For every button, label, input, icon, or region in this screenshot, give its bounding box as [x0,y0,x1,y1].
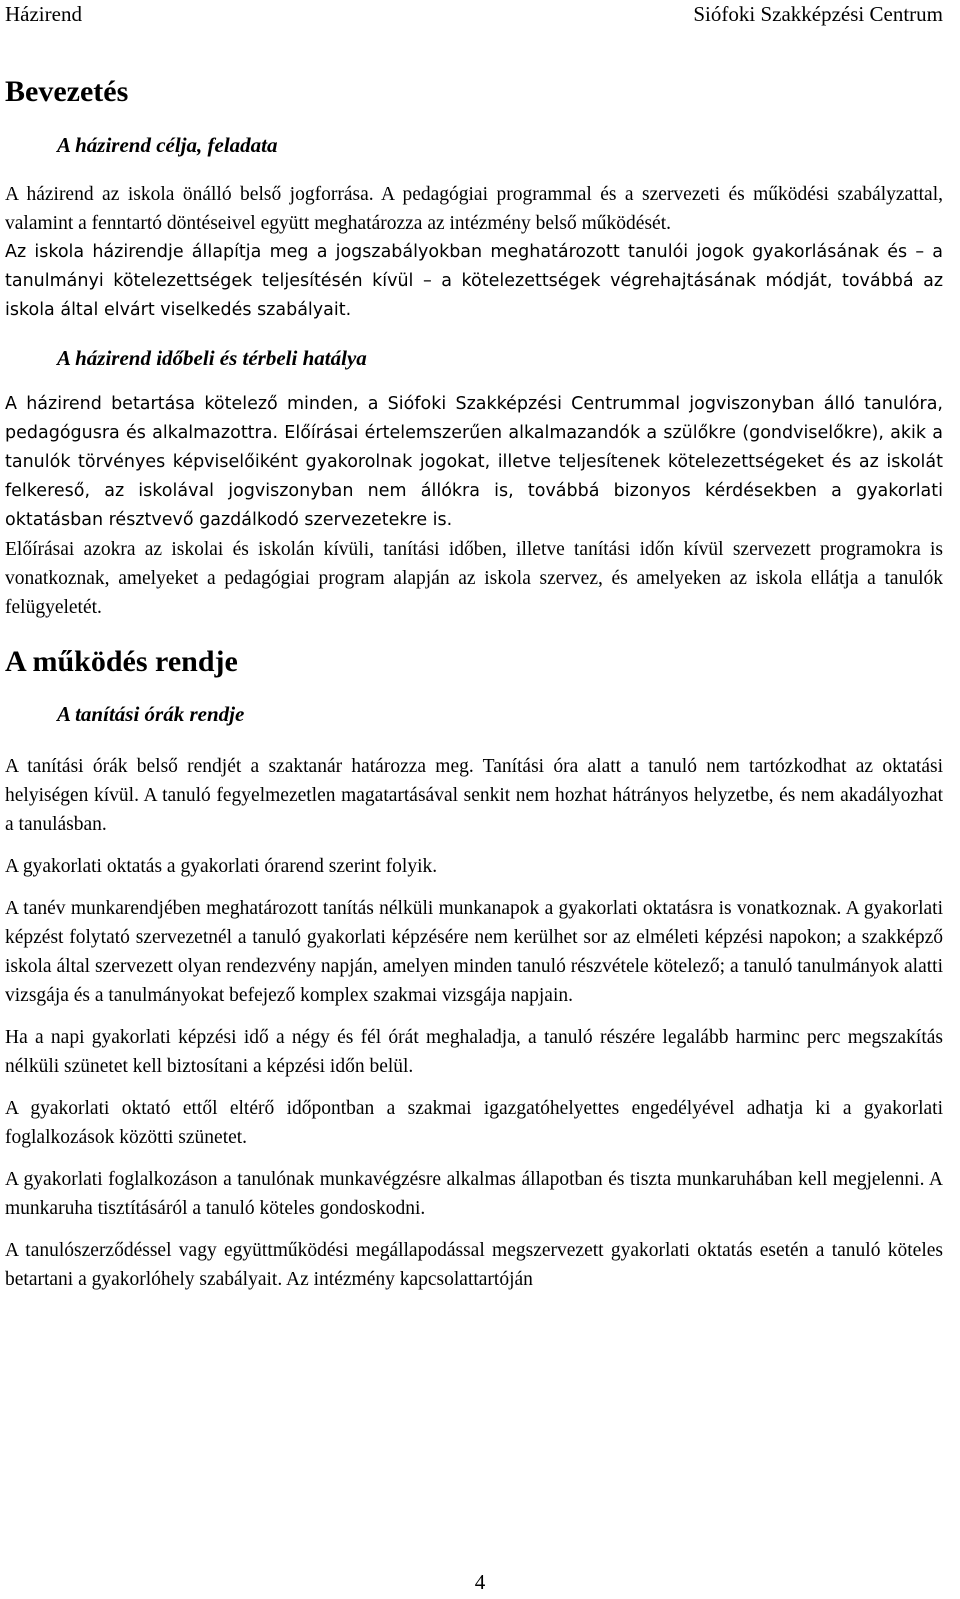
paragraph-hatalya-1: A házirend betartása kötelező minden, a Siófoki Szakképzési Centrummal jogviszonyban álló tanulóra, pedagógusra és alkalmazottra. Előírásai értelemszerűen alkalmazandók a szülőkre (gondviselőkre), akik a tanulók törvényes képviselőiként gyakorolnak jogokat, illetve teljesítenek kötelezettségeket és az iskolát felkereső, az iskolával jogviszonyban nem állókra is, továbbá bizonyos kérdésekben a gyakorlati oktatásban résztvevő gazdálkodó szervezetekre is. [5,394,943,530]
section-title-mukodes-rendje: A működés rendje [5,645,238,678]
paragraph-szunet-engedely: A gyakorlati oktató ettől eltérő időpontban a szakmai igazgatóhelyettes engedélyével adhatja ki a gyakorlati foglalkozások közötti szünetet. [5,1098,943,1148]
subsection-title-tanitasi-orak: A tanítási órák rendje [57,702,245,726]
paragraph-gyakorlati-orarend: A gyakorlati oktatás a gyakorlati órarend szerint folyik. [5,856,438,877]
section-title-bevezetes: Bevezetés [5,75,129,108]
paragraph-jogforras: A házirend az iskola önálló belső jogforrása. A pedagógiai programmal és a szervezeti és működési szabályzattal, valamint a fenntartó döntéseivel együtt meghatározza az intézmény belső működését. [5,184,943,234]
subsection-title-hatalya: A házirend időbeli és térbeli hatálya [57,346,367,370]
page-header [5,0,943,28]
paragraph-munkaruha: A gyakorlati foglalkozáson a tanulónak munkavégzésre alkalmas állapotban és tiszta munkaruhában kell megjelenni. A munkaruha tisztításáról a tanuló köteles gondoskodni. [5,1169,943,1219]
document-body [5,74,943,1294]
header-institution-name: Siófoki Szakképzési Centrum [693,2,943,26]
paragraph-hazirend-allapitja: Az iskola házirendje állapítja meg a jogszabályokban meghatározott tanulói jogok gyakorlásának és – a tanulmányi kötelezettségek teljesítésén kívül – a kötelezettségek végrehajtásának módját, továbbá az iskola által elvárt viselkedés szabályait. [5,242,943,320]
subsection-title-celja: A házirend célja, feladata [57,133,278,157]
paragraph-tanitas-nelkuli-napok: A tanév munkarendjében meghatározott tanítás nélküli munkanapok a gyakorlati oktatásra is vonatkoznak. A gyakorlati képzést folytató szervezetnél a tanuló gyakorlati képzésére nem kerülhet sor az elméleti képzési napokon; a szakképző iskola által szervezett olyan rendezvény napján, amelyen minden tanuló részvétele kötelező; a tanuló tanulmányok alatti vizsgája és a tanulmányokat befejező komplex szakmai vizsgája napjain. [5,898,943,1006]
page-number: 4 [474,1570,486,1594]
paragraph-tanuloszerzodes: A tanulószerződéssel vagy együttműködési megállapodással megszervezett gyakorlati oktatás esetén a tanuló köteles betartani a gyakorlóhely szabályait. Az intézmény kapcsolattartóján [5,1240,943,1290]
header-document-title: Házirend [5,2,82,26]
paragraph-szunet: Ha a napi gyakorlati képzési idő a négy és fél órát meghaladja, a tanuló részére legalább harminc perc megszakítás nélküli szünetet kell biztosítani a képzési időn belül. [5,1027,943,1077]
paragraph-orak-rendje: A tanítási órák belső rendjét a szaktanár határozza meg. Tanítási óra alatt a tanuló nem tartózkodhat az oktatási helyiségen kívül. A tanuló fegyelmezetlen magatartásával senkit nem hozhat hátrányos helyzetbe, és nem akadályozhat a tanulásban. [5,756,943,835]
paragraph-hatalya-2: Előírásai azokra az iskolai és iskolán kívüli, tanítási időben, illetve tanítási időn kívül szervezett programokra is vonatkoznak, amelyeket a pedagógiai program alapján az iskola szervez, és amelyeken az iskola ellátja a tanulók felügyeletét. [5,539,943,618]
